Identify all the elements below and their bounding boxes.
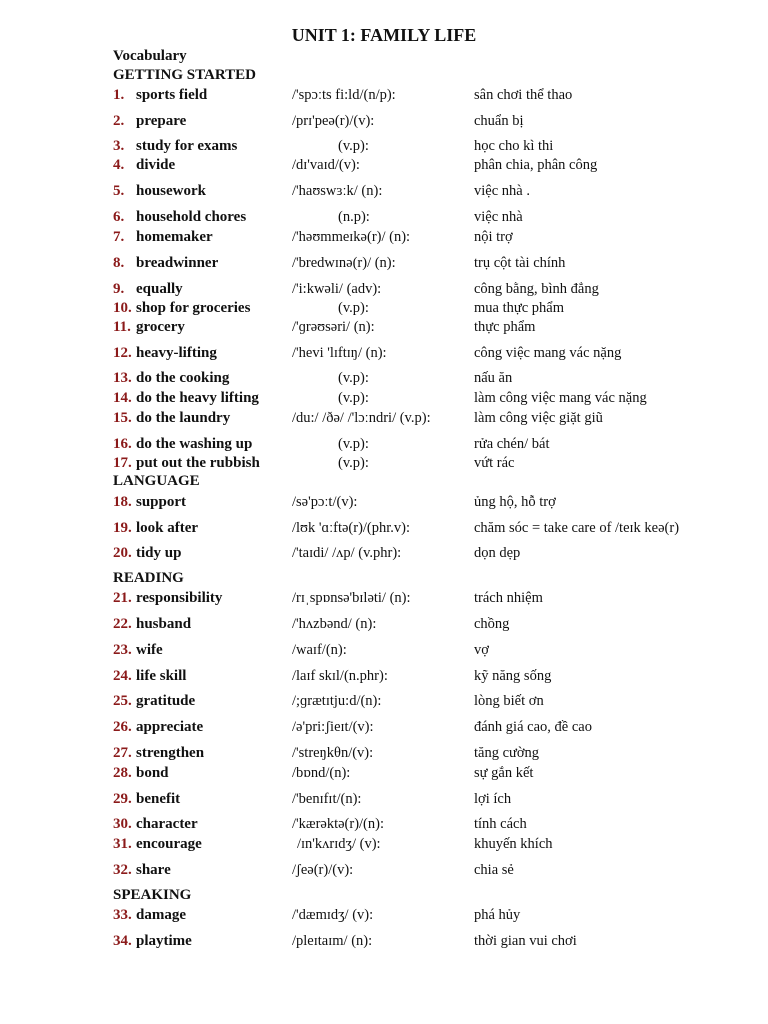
item-number: 4. xyxy=(113,157,125,173)
item-word: household chores xyxy=(136,209,247,225)
item-meaning: phân chia, phân công xyxy=(474,157,598,173)
item-number: 24. xyxy=(113,668,132,684)
vocab-row xyxy=(0,933,768,951)
item-word: husband xyxy=(136,616,192,632)
vocab-row xyxy=(0,410,768,428)
item-meaning: sân chơi thể thao xyxy=(474,87,573,103)
item-word: character xyxy=(136,816,198,832)
page-title: UNIT 1: FAMILY LIFE xyxy=(291,25,477,45)
heading-getting-started: GETTING STARTED xyxy=(113,67,256,83)
item-meaning: việc nhà . xyxy=(474,183,530,199)
item-meaning: chồng xyxy=(474,616,510,632)
item-ipa: /prɪ'peə(r)/(v): xyxy=(292,113,375,129)
vocab-row xyxy=(0,87,768,105)
item-number: 8. xyxy=(113,255,125,271)
item-ipa: /du:/ /ðə/ /'lɔːndri/ (v.p): xyxy=(292,410,431,426)
item-word: do the heavy lifting xyxy=(136,390,259,406)
item-ipa: /'benɪfɪt/(n): xyxy=(292,791,362,807)
item-meaning: thời gian vui chơi xyxy=(474,933,577,949)
item-word: housework xyxy=(136,183,207,199)
item-meaning: công bằng, bình đẳng xyxy=(474,281,599,297)
item-ipa: /'kærəktə(r)/(n): xyxy=(292,816,384,832)
item-meaning: làm công việc mang vác nặng xyxy=(474,390,647,406)
item-ipa: /rɪˌspɒnsə'bɪləti/ (n): xyxy=(292,590,411,606)
item-number: 11. xyxy=(113,319,131,335)
item-number: 6. xyxy=(113,209,125,225)
item-meaning: trụ cột tài chính xyxy=(474,255,566,271)
vocab-row xyxy=(0,765,768,783)
item-number: 25. xyxy=(113,693,132,709)
item-meaning: ủng hộ, hỗ trợ xyxy=(474,494,556,510)
vocab-row xyxy=(0,300,768,318)
vocab-row xyxy=(0,455,768,473)
item-meaning: công việc mang vác nặng xyxy=(474,345,622,361)
item-word: do the laundry xyxy=(136,410,231,426)
item-ipa: (v.p): xyxy=(338,455,369,471)
item-meaning: nội trợ xyxy=(474,229,513,245)
item-number: 1. xyxy=(113,87,125,103)
vocab-row xyxy=(0,138,768,156)
item-number: 28. xyxy=(113,765,132,781)
vocab-row xyxy=(0,255,768,273)
vocab-row xyxy=(0,229,768,247)
item-meaning: kỹ năng sống xyxy=(474,668,552,684)
item-ipa: /'ɡrəʊsəri/ (n): xyxy=(292,319,375,335)
item-meaning: việc nhà xyxy=(474,209,523,225)
vocab-row xyxy=(0,693,768,711)
item-ipa: /'dæmɪdʒ/ (v): xyxy=(292,907,374,923)
vocab-row xyxy=(0,209,768,227)
item-word: sports field xyxy=(136,87,208,103)
vocab-row xyxy=(0,668,768,686)
item-ipa: (v.p): xyxy=(338,300,369,316)
item-meaning: làm công việc giặt giũ xyxy=(474,410,603,426)
item-word: heavy-lifting xyxy=(136,345,217,361)
item-word: equally xyxy=(136,281,183,297)
item-meaning: vứt rác xyxy=(474,455,515,471)
item-word: responsibility xyxy=(136,590,223,606)
item-meaning: phá hủy xyxy=(474,907,521,923)
item-ipa: /'hevi 'lɪftɪŋ/ (n): xyxy=(292,345,387,361)
item-meaning: thực phẩm xyxy=(474,319,536,335)
item-number: 16. xyxy=(113,436,132,452)
item-number: 2. xyxy=(113,113,125,129)
item-number: 29. xyxy=(113,791,132,807)
item-number: 7. xyxy=(113,229,125,245)
item-word: support xyxy=(136,494,187,510)
item-meaning: chăm sóc = take care of /teɪk keə(r) xyxy=(474,520,680,536)
item-ipa: /bɒnd/(n): xyxy=(292,765,351,781)
item-ipa: /'hʌzbənd/ (n): xyxy=(292,616,377,632)
item-word: put out the rubbish xyxy=(136,455,260,471)
item-word: gratitude xyxy=(136,693,196,709)
item-ipa: /'həʊmmeɪkə(r)/ (n): xyxy=(292,229,411,245)
heading-vocabulary: Vocabulary xyxy=(113,48,187,64)
item-ipa: /'i:kwəli/ (adv): xyxy=(292,281,382,297)
item-word: shop for groceries xyxy=(136,300,251,316)
item-ipa: /lʊk 'ɑːftə(r)/(phr.v): xyxy=(292,520,411,536)
item-meaning: học cho kì thi xyxy=(474,138,554,154)
item-meaning: nấu ăn xyxy=(474,370,513,386)
item-word: study for exams xyxy=(136,138,238,154)
item-meaning: lòng biết ơn xyxy=(474,693,544,709)
item-number: 27. xyxy=(113,745,132,761)
vocab-row xyxy=(0,157,768,175)
item-meaning: tăng cường xyxy=(474,745,540,761)
item-meaning: vợ xyxy=(474,642,489,658)
item-meaning: đánh giá cao, đề cao xyxy=(474,719,592,735)
vocab-row xyxy=(0,816,768,834)
item-number: 13. xyxy=(113,370,132,386)
item-word: share xyxy=(136,862,171,878)
item-ipa: /sə'pɔːt/(v): xyxy=(292,494,358,510)
vocab-row xyxy=(0,390,768,408)
heading-reading: READING xyxy=(113,570,184,586)
item-meaning: trách nhiệm xyxy=(474,590,543,606)
item-ipa: /'streŋkθn/(v): xyxy=(292,745,374,761)
item-ipa: (v.p): xyxy=(338,370,369,386)
item-number: 20. xyxy=(113,545,132,561)
item-number: 32. xyxy=(113,862,132,878)
item-ipa: /ɪn'kʌrɪdʒ/ (v): xyxy=(297,836,381,852)
heading-speaking: SPEAKING xyxy=(113,887,192,903)
item-word: appreciate xyxy=(136,719,204,735)
vocab-row xyxy=(0,745,768,763)
item-number: 3. xyxy=(113,138,125,154)
item-ipa: /laɪf skɪl/(n.phr): xyxy=(292,668,388,684)
item-word: benefit xyxy=(136,791,181,807)
item-meaning: khuyến khích xyxy=(474,836,553,852)
item-ipa: /dɪ'vaɪd/(v): xyxy=(292,157,360,173)
item-number: 10. xyxy=(113,300,132,316)
vocab-row xyxy=(0,113,768,131)
item-number: 33. xyxy=(113,907,132,923)
vocab-row xyxy=(0,642,768,660)
item-ipa: (n.p): xyxy=(338,209,370,225)
item-ipa: /'haʊswɜːk/ (n): xyxy=(292,183,383,199)
item-meaning: lợi ích xyxy=(474,791,512,807)
vocab-row xyxy=(0,791,768,809)
vocab-row xyxy=(0,590,768,608)
item-ipa: /ə'pri:ʃieɪt/(v): xyxy=(292,719,374,735)
vocab-row xyxy=(0,436,768,454)
item-word: playtime xyxy=(136,933,192,949)
item-ipa: /pleɪtaɪm/ (n): xyxy=(292,933,373,949)
item-ipa: (v.p): xyxy=(338,436,369,452)
heading-language: LANGUAGE xyxy=(113,473,200,489)
vocab-row xyxy=(0,494,768,512)
item-number: 14. xyxy=(113,390,132,406)
item-word: damage xyxy=(136,907,186,923)
vocab-row xyxy=(0,183,768,201)
item-meaning: rửa chén/ bát xyxy=(474,436,550,452)
item-word: do the washing up xyxy=(136,436,253,452)
item-meaning: dọn dẹp xyxy=(474,545,521,561)
item-word: look after xyxy=(136,520,199,536)
item-number: 22. xyxy=(113,616,132,632)
item-ipa: /'taɪdi/ /ʌp/ (v.phr): xyxy=(292,545,402,561)
item-word: grocery xyxy=(136,319,185,335)
item-ipa: /ʃeə(r)/(v): xyxy=(292,862,354,878)
vocab-row xyxy=(0,345,768,363)
item-ipa: (v.p): xyxy=(338,138,369,154)
vocab-row xyxy=(0,520,768,538)
vocab-row xyxy=(0,616,768,634)
item-meaning: tính cách xyxy=(474,816,527,832)
vocab-row xyxy=(0,836,768,854)
item-number: 17. xyxy=(113,455,132,471)
vocab-row xyxy=(0,319,768,337)
item-ipa: /'spɔːts fi:ld/(n/p): xyxy=(292,87,396,103)
vocab-row xyxy=(0,907,768,925)
item-word: life skill xyxy=(136,668,187,684)
item-number: 30. xyxy=(113,816,132,832)
item-word: divide xyxy=(136,157,176,173)
item-meaning: mua thực phẩm xyxy=(474,300,565,316)
item-number: 15. xyxy=(113,410,132,426)
item-meaning: sự gắn kết xyxy=(474,765,534,781)
vocab-row xyxy=(0,281,768,299)
item-word: homemaker xyxy=(136,229,213,245)
item-number: 12. xyxy=(113,345,132,361)
item-word: do the cooking xyxy=(136,370,230,386)
item-number: 18. xyxy=(113,494,132,510)
item-number: 31. xyxy=(113,836,132,852)
vocab-row xyxy=(0,545,768,563)
item-ipa: /waɪf/(n): xyxy=(292,642,347,658)
item-word: bond xyxy=(136,765,169,781)
vocab-row xyxy=(0,370,768,388)
vocab-row xyxy=(0,862,768,880)
item-number: 23. xyxy=(113,642,132,658)
item-ipa: /;ɡrætɪtju:d/(n): xyxy=(292,693,382,709)
item-word: tidy up xyxy=(136,545,182,561)
item-number: 19. xyxy=(113,520,132,536)
item-word: strengthen xyxy=(136,745,205,761)
item-word: breadwinner xyxy=(136,255,219,271)
item-meaning: chia sẻ xyxy=(474,862,514,878)
item-number: 34. xyxy=(113,933,132,949)
item-word: prepare xyxy=(136,113,187,129)
item-word: encourage xyxy=(136,836,202,852)
item-number: 26. xyxy=(113,719,132,735)
item-meaning: chuẩn bị xyxy=(474,113,524,129)
item-word: wife xyxy=(136,642,163,658)
item-number: 5. xyxy=(113,183,125,199)
vocab-row xyxy=(0,719,768,737)
item-ipa: (v.p): xyxy=(338,390,369,406)
item-ipa: /'bredwɪnə(r)/ (n): xyxy=(292,255,396,271)
item-number: 9. xyxy=(113,281,125,297)
item-number: 21. xyxy=(113,590,132,606)
